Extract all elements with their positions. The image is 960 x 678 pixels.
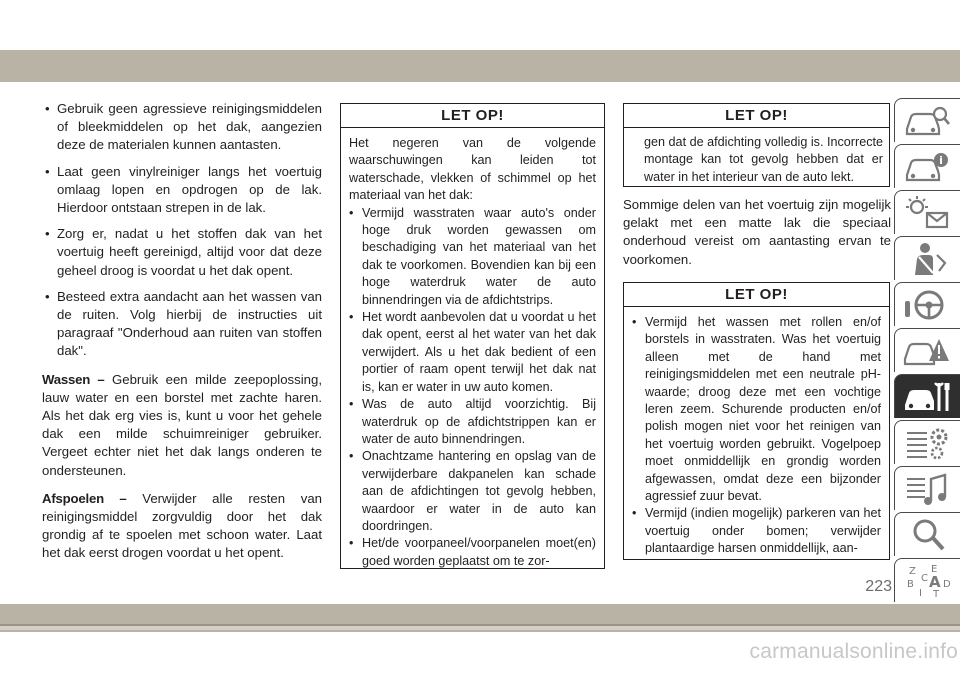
tab-multimedia[interactable] <box>894 466 960 510</box>
index-letter: I <box>919 588 922 599</box>
page-number: 223 <box>865 578 892 595</box>
text-column-left <box>42 100 322 563</box>
caution-body <box>341 128 604 576</box>
car-warning-icon <box>903 333 951 369</box>
watermark: carmanualsonline.info <box>749 640 958 663</box>
index-letter: B <box>907 579 914 590</box>
list-item: • Was de auto altijd voorzichtig. Bij waterdruk op de afdichtstrippen kan er water de auto binnendringen. <box>349 396 596 448</box>
caution-title: LET OP! <box>624 283 889 307</box>
list-item: • Vermijd (indien mogelijk) parkeren van het voertuig onder bomen; verwijder plantaardige harsen onmiddellijk, aan- <box>632 505 881 557</box>
list-item: • Vermijd het wassen met rollen en/of borstels in wasstraten. Was het voertuig alleen met de hand met reinigingsmiddelen met een neutrale pH-waarde; droog deze met een vochtige leren zeem. Schurende producten en/of polish mogen niet voor het reinigen van het voertuig worden gebruikt. Vogelpoep moet onmiddellijk en grondig worden afgewassen, omdat deze een bijzonder agressief zuur bevat. <box>632 314 881 505</box>
paragraph-lead: Wassen – <box>42 371 105 387</box>
magnifier-icon <box>903 517 951 553</box>
caution-body: gen dat de afdichting volledig is. Incorrecte montage kan tot gevolg hebben dat er water in het interieur van de auto lekt. <box>644 135 883 184</box>
header-band <box>0 0 960 82</box>
list-item: • Het/de voorpaneel/voorpanelen moet(en) goed worden geplaatst om te zor- <box>349 535 596 570</box>
specs-gear-icon <box>903 425 951 461</box>
index-letter: C <box>921 573 928 584</box>
paragraph-matte-paint: Sommige delen van het voertuig zijn mogelijk gelakt met een matte lak die speciaal onderhoud vereist om aantasting ervan te voorkomen. <box>623 197 891 267</box>
caution-box <box>623 282 890 560</box>
tab-search[interactable] <box>894 512 960 556</box>
car-info-icon <box>903 149 951 185</box>
tab-emergency[interactable] <box>894 328 960 372</box>
caution-intro: Het negeren van de volgende waarschuwingen kan leiden tot waterschade, vlekken of schimmel op het materiaal van het dak: <box>349 136 596 203</box>
caution-box-continued <box>623 103 890 187</box>
index-letter: Z <box>909 566 916 577</box>
light-message-icon <box>903 195 951 231</box>
caution-title: LET OP! <box>341 104 604 128</box>
tab-starting-driving[interactable] <box>894 282 960 326</box>
list-item: • Onachtzame hantering en opslag van de verwijderbare dakpanelen kan schade aan de afdichtingen tot gevolg hebben, waardoor er water in de auto kan doordringen. <box>349 448 596 535</box>
tab-servicing-maintenance[interactable] <box>894 374 960 418</box>
car-search-icon <box>903 103 951 139</box>
tab-vehicle-info[interactable] <box>894 98 960 142</box>
steering-wheel-icon <box>903 287 951 323</box>
paragraph-afspoelen <box>42 490 322 563</box>
list-item: • Besteed extra aandacht aan het wassen van de ruiten. Volg hierbij de instructies uit paragraaf "Onderhoud aan ruiten van stoffen dak". <box>42 288 322 361</box>
alphabet-index-icon <box>903 563 951 599</box>
tab-technical-specifications[interactable] <box>894 420 960 464</box>
footer-line <box>0 626 960 630</box>
caution-title: LET OP! <box>624 104 889 128</box>
multimedia-icon <box>903 471 951 507</box>
paragraph-text: Verwijder alle resten van reinigingsmiddel zorgvuldig door het dak grondig af te spoelen met schoon water. Laat het dak eerst drogen voordat u het opent. <box>42 490 323 561</box>
tab-index[interactable] <box>894 558 960 602</box>
tab-lights-signals[interactable] <box>894 190 960 234</box>
list-item: • Zorg er, nadat u het stoffen dak van het voertuig heeft gereinigd, altijd voor dat deze geheel droog is voordat u het dak opent. <box>42 225 322 280</box>
seatbelt-passenger-icon <box>903 241 951 277</box>
index-letter: T <box>933 589 940 599</box>
list-item: • Gebruik geen agressieve reinigingsmiddelen of bleekmiddelen op het dak, aangezien deze de materialen kunnen aantasten. <box>42 100 322 155</box>
list-item: • Het wordt aanbevolen dat u voordat u het dak opent, eerst al het water van het dak verwijdert. Als u het dak bedient of een portier of raam opent terwijl het dak nat is, kan er water in uw auto komen. <box>349 309 596 396</box>
caution-body <box>624 307 889 564</box>
svg-text:i: i <box>939 154 943 167</box>
tab-safety[interactable] <box>894 236 960 280</box>
index-letter: D <box>943 579 951 590</box>
paragraph-lead: Afspoelen – <box>42 490 127 506</box>
chapter-tabs <box>894 98 960 604</box>
index-letter: E <box>931 564 938 575</box>
list-item: • Laat geen vinylreiniger langs het voertuig omlaag lopen en opdrogen op de lak. Hierdoor ontstaan strepen in de lak. <box>42 163 322 218</box>
list-item: • Vermijd wasstraten waar auto's onder hoge druk worden gewassen om beschadiging van het materiaal van het dak te voorkomen. Bovendien kan bij een hoge waterdruk water de auto binnendringen via de afdichtstrips. <box>349 205 596 309</box>
index-letter: A <box>929 573 941 591</box>
paragraph-text: Gebruik een milde zeepoplossing, lauw water en een borstel met zachte haren. Als het dak erg vies is, kunt u voor het gehele dak een milde schuimreiniger gebruiker. Vergeet echter niet het dak langs onderen te ondersteunen. <box>42 371 323 478</box>
car-tools-icon <box>903 379 951 415</box>
header-stripe <box>0 50 960 82</box>
tab-dashboard[interactable] <box>894 144 960 188</box>
caution-box <box>340 103 605 569</box>
paragraph-wassen <box>42 371 322 480</box>
